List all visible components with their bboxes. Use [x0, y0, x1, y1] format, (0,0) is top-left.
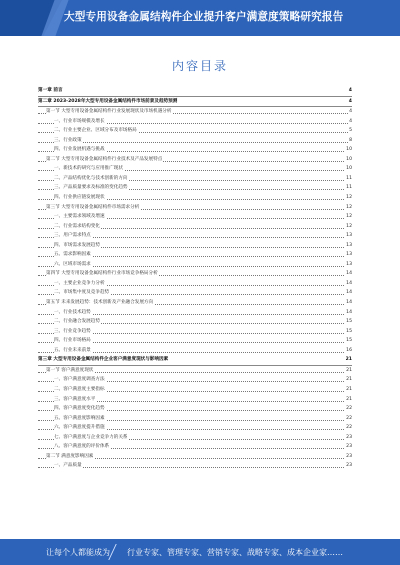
- toc-entry-title: 一、主要企业竞争力分析: [54, 279, 106, 289]
- toc-entry[interactable]: [38, 126, 352, 136]
- toc-entry-title: 六、区域市场需求: [54, 260, 92, 270]
- toc-entry-page: 22: [345, 414, 352, 424]
- toc-entry-title: 二、市场集中度及竞争趋势: [54, 288, 110, 298]
- toc-entry[interactable]: [38, 279, 352, 289]
- toc-entry-title: 八、客户满意度的评价体系: [54, 442, 110, 452]
- toc-entry[interactable]: [38, 404, 352, 414]
- toc-entry-page: 14: [345, 298, 352, 308]
- toc-entry-page: 12: [345, 193, 352, 203]
- toc-entry-title: 四、行业发展机遇与挑战: [54, 145, 106, 155]
- toc-entry-title: 三、产品质量要求及标准的变化趋势: [54, 183, 129, 193]
- toc-entry-page: 15: [345, 327, 352, 337]
- toc-entry[interactable]: [38, 327, 352, 337]
- toc-entry-page: 21: [345, 385, 352, 395]
- toc-entry-title: 二、行业需求结构变化: [54, 222, 101, 232]
- toc-leader-dots: [38, 142, 352, 143]
- toc-entry-page: 13: [345, 231, 352, 241]
- toc-entry-page: 10: [345, 155, 352, 165]
- toc-entry[interactable]: [38, 86, 352, 97]
- toc-entry[interactable]: [38, 308, 352, 318]
- toc-entry[interactable]: [38, 183, 352, 193]
- table-of-contents: [38, 86, 352, 471]
- toc-entry[interactable]: [38, 385, 352, 395]
- toc-entry-title: 第四节 大型专用设备金属结构件行业市场竞争格局分析: [46, 269, 159, 279]
- toc-entry-page: 22: [345, 423, 352, 433]
- toc-entry-page: 13: [345, 260, 352, 270]
- toc-entry-page: 8: [348, 136, 352, 146]
- toc-entry-page: 21: [345, 366, 352, 376]
- toc-entry-page: 23: [345, 461, 352, 471]
- toc-entry-title: 第一章 前言: [38, 86, 64, 96]
- toc-entry-page: 21: [345, 355, 352, 365]
- toc-entry-title: 四、行业市场格局: [54, 336, 92, 346]
- toc-entry-title: 四、客户满意度变化趋势: [54, 404, 106, 414]
- toc-entry[interactable]: [38, 260, 352, 270]
- toc-entry[interactable]: [38, 298, 352, 308]
- toc-entry[interactable]: [38, 231, 352, 241]
- toc-entry-page: 10: [345, 164, 352, 174]
- toc-entry-page: 23: [345, 442, 352, 452]
- report-title: 大型专用设备金属结构件企业提升客户满意度策略研究报告: [64, 11, 344, 23]
- toc-entry-page: 15: [345, 317, 352, 327]
- toc-entry-page: 14: [345, 288, 352, 298]
- toc-entry-page: 21: [345, 375, 352, 385]
- toc-entry[interactable]: [38, 222, 352, 232]
- toc-entry-page: 23: [345, 452, 352, 462]
- toc-entry[interactable]: [38, 241, 352, 251]
- toc-entry-title: 第二节 大型专用设备金属结构件行业技术及产品发展特点: [46, 155, 163, 165]
- toc-entry[interactable]: [38, 452, 352, 462]
- footer-divider: [108, 544, 122, 560]
- toc-entry[interactable]: [38, 203, 352, 213]
- toc-entry-page: 13: [345, 250, 352, 260]
- toc-entry-page: 22: [345, 404, 352, 414]
- toc-entry[interactable]: [38, 423, 352, 433]
- toc-entry-title: 一、产品质量: [54, 461, 83, 471]
- toc-entry-page: 5: [348, 126, 352, 136]
- toc-entry[interactable]: [38, 174, 352, 184]
- toc-entry[interactable]: [38, 355, 352, 366]
- toc-entry-title: 二、产品结构优化与技术创新的方向: [54, 174, 129, 184]
- toc-entry[interactable]: [38, 193, 352, 203]
- toc-entry-title: 第三章 大型专用设备金属结构件企业客户满意度现状与影响因素: [38, 355, 169, 365]
- toc-entry-title: 五、行业未来前景: [54, 346, 92, 356]
- toc-entry-title: 第五节 未来发展趋势：技术创新及产业融合发展方向: [46, 298, 154, 308]
- toc-entry-title: 五、客户满意度影响因素: [54, 414, 106, 424]
- toc-entry[interactable]: [38, 155, 352, 165]
- footer-banner: [0, 539, 400, 565]
- toc-entry-page: 12: [345, 203, 352, 213]
- toc-entry[interactable]: [38, 97, 352, 108]
- toc-entry-page: 12: [345, 222, 352, 232]
- toc-entry-page: 4: [348, 86, 352, 96]
- toc-entry[interactable]: [38, 136, 352, 146]
- toc-entry-page: 4: [348, 107, 352, 117]
- toc-entry-page: 10: [345, 145, 352, 155]
- toc-entry[interactable]: [38, 336, 352, 346]
- toc-entry-title: 二、客户满意度主要指标: [54, 385, 106, 395]
- toc-entry-title: 四、市场需求发展趋势: [54, 241, 101, 251]
- toc-entry-title: 三、客户满意度水平: [54, 395, 96, 405]
- toc-entry[interactable]: [38, 212, 352, 222]
- toc-entry[interactable]: [38, 346, 352, 356]
- toc-entry-page: 11: [345, 183, 352, 193]
- toc-entry-page: 14: [345, 308, 352, 318]
- footer-slogan-right: 行业专家、管理专家、营销专家、战略专家、成本企业家……: [127, 548, 343, 557]
- toc-entry[interactable]: [38, 395, 352, 405]
- toc-entry-page: 14: [345, 279, 352, 289]
- toc-leader-dots: [38, 467, 352, 468]
- toc-entry[interactable]: [38, 414, 352, 424]
- toc-entry-page: 15: [345, 336, 352, 346]
- toc-entry-title: 第一节 客户满意度现状: [46, 366, 94, 376]
- toc-entry-page: 11: [345, 174, 352, 184]
- toc-entry-title: 三、行业竞争趋势: [54, 327, 92, 337]
- toc-entry-title: 五、需求影响因素: [54, 250, 92, 260]
- toc-entry-page: 23: [345, 433, 352, 443]
- toc-entry-title: 一、客户满意度调查方法: [54, 375, 106, 385]
- toc-entry-title: 七、客户满意度与企业竞争力的关系: [54, 433, 129, 443]
- toc-entry-title: 第三节 大型专用设备金属结构件市场需求分析: [46, 203, 140, 213]
- toc-entry[interactable]: [38, 366, 352, 376]
- toc-entry-page: 13: [345, 241, 352, 251]
- toc-entry-title: 三、用户需求特点: [54, 231, 92, 241]
- toc-entry-title: 第二节 满意度影响因素: [46, 452, 94, 462]
- toc-entry[interactable]: [38, 442, 352, 452]
- toc-entry-page: 4: [348, 97, 352, 107]
- toc-entry[interactable]: [38, 269, 352, 279]
- toc-heading: 内容目录: [171, 59, 228, 73]
- toc-entry-page: 4: [348, 117, 352, 127]
- toc-entry-page: 14: [345, 269, 352, 279]
- toc-entry-title: 六、客户满意度提升措施: [54, 423, 106, 433]
- toc-entry-page: 12: [345, 212, 352, 222]
- toc-entry-title: 第二章 2023-2028年大型专用设备金属结构件市场前景及趋势预测: [38, 97, 178, 107]
- toc-entry-page: 21: [345, 395, 352, 405]
- toc-entry-title: 二、行业主要企业、区域分布及市场格局: [54, 126, 138, 136]
- toc-entry[interactable]: [38, 317, 352, 327]
- toc-entry-title: 一、新技术的研究与应用推广现状: [54, 164, 124, 174]
- toc-entry[interactable]: [38, 433, 352, 443]
- toc-entry[interactable]: [38, 461, 352, 471]
- toc-entry-title: 一、主要需求领域及增速: [54, 212, 106, 222]
- toc-entry[interactable]: [38, 375, 352, 385]
- toc-entry-title: 一、行业技术趋势: [54, 308, 92, 318]
- header-banner: [0, 0, 400, 36]
- toc-entry[interactable]: [38, 250, 352, 260]
- toc-entry-title: 一、行业市场规模及增长: [54, 117, 106, 127]
- footer-slogan-left: 让每个人都能成为: [46, 548, 110, 557]
- toc-entry-title: 第一节 大型专用设备金属结构件行业发展现状及市场机遇分析: [46, 107, 173, 117]
- toc-entry[interactable]: [38, 117, 352, 127]
- toc-entry-page: 16: [345, 346, 352, 356]
- toc-entry-title: 三、行业政策: [54, 136, 83, 146]
- toc-entry[interactable]: [38, 164, 352, 174]
- toc-entry[interactable]: [38, 145, 352, 155]
- toc-entry-title: 四、行业供应链发展现状: [54, 193, 106, 203]
- toc-entry-title: 二、行业融合发展趋势: [54, 317, 101, 327]
- toc-entry[interactable]: [38, 107, 352, 117]
- toc-entry[interactable]: [38, 288, 352, 298]
